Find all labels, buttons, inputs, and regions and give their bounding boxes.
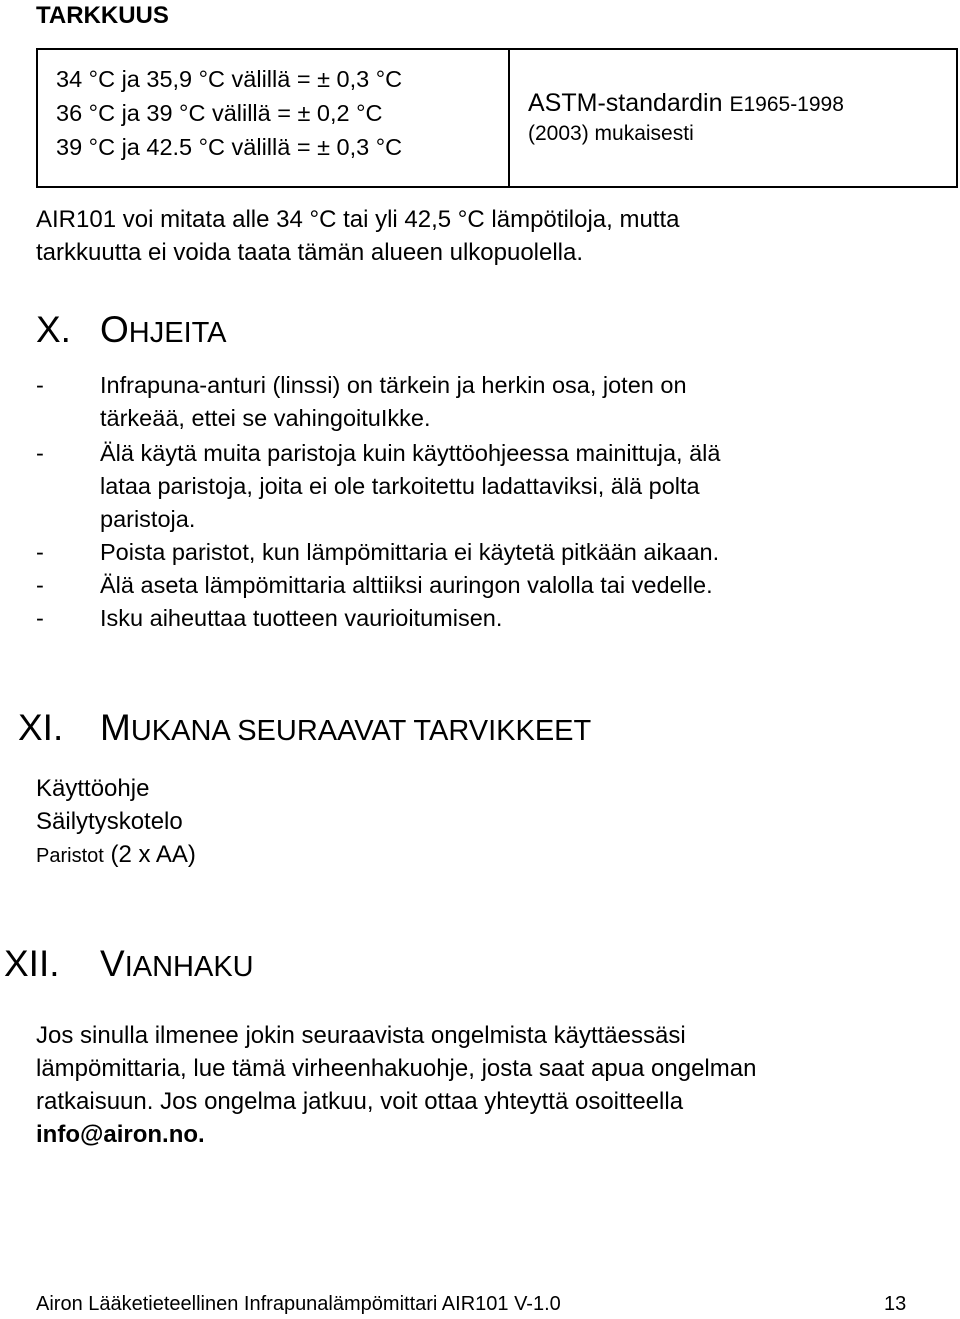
accuracy-range-row: 36 °C ja 39 °C välillä = ± 0,2 °C (56, 100, 383, 126)
section-xi-title-rest: UKANA SEURAAVAT TARVIKKEET (130, 715, 592, 747)
section-xii-title-rest: IANHAKU (124, 951, 254, 983)
section-xii-title-initial: V (100, 943, 125, 984)
section-xi-title-initial: M (100, 707, 131, 748)
troubleshooting-text: Jos sinulla ilmenee jokin seuraavista ongelmista käyttäessäsi (36, 1022, 686, 1049)
list-dash: - (36, 539, 44, 565)
standard-line-1 (528, 88, 956, 120)
list-dash: - (36, 572, 44, 598)
instruction-text: Isku aiheuttaa tuotteen vaurioitumisen. (100, 605, 503, 631)
instruction-text: Infrapuna-anturi (linssi) on tärkein ja herkin osa, joten on (100, 372, 687, 398)
instruction-item (36, 369, 687, 402)
list-dash: - (36, 440, 44, 466)
accuracy-range-row: 34 °C ja 35,9 °C välillä = ± 0,3 °C (56, 66, 403, 92)
instruction-text: Poista paristot, kun lämpömittaria ei käytetä pitkään aikaan. (100, 539, 720, 565)
accuracy-ranges-cell (37, 49, 509, 187)
instruction-text: paristoja. (100, 506, 196, 532)
troubleshooting-text: ratkaisuun. Jos ongelma jatkuu, voit ottaa yhteyttä osoitteella (36, 1088, 684, 1115)
accessory-item-batteries (36, 838, 196, 873)
accuracy-heading: TARKKUUS (36, 2, 169, 29)
list-dash: - (36, 605, 44, 631)
instruction-text: lataa paristoja, joita ei ole tarkoitettu ladattaviksi, älä polta (100, 473, 700, 499)
accuracy-table (36, 48, 958, 188)
accuracy-note-line: tarkkuutta ei voida taata tämän alueen ulkopuolella. (36, 239, 584, 266)
instruction-text: tärkeää, ettei se vahingoituIkke. (100, 405, 431, 431)
instruction-item (36, 536, 719, 569)
instruction-text: Älä aseta lämpömittaria alttiiksi auringon valolla tai vedelle. (100, 572, 713, 598)
section-x-title (100, 309, 227, 351)
accessory-item: Käyttöohje (36, 775, 150, 802)
standard-name: ASTM-standardin (528, 89, 730, 117)
page-number: 13 (884, 1293, 907, 1315)
section-xi-number: XI. (18, 707, 64, 748)
standard-code: E1965-1998 (729, 93, 844, 116)
accuracy-note-line: AIR101 voi mitata alle 34 °C tai yli 42,5 °C lämpötiloja, mutta (36, 206, 680, 233)
instruction-item (36, 437, 720, 470)
batteries-label: Paristot (36, 845, 104, 867)
accuracy-range-row: 39 °C ja 42.5 °C välillä = ± 0,3 °C (56, 134, 403, 160)
section-x-title-initial: O (100, 309, 129, 350)
section-xii-title (100, 943, 254, 985)
section-x-title-rest: HJEITA (128, 317, 227, 349)
instruction-item (36, 602, 502, 635)
list-dash: - (36, 372, 44, 398)
contact-email[interactable]: info@airon.no. (36, 1121, 205, 1148)
troubleshooting-text: lämpömittaria, lue tämä virheenhakuohje, josta saat apua ongelman (36, 1055, 757, 1082)
instruction-text: Älä käytä muita paristoja kuin käyttöohjeessa mainittuja, älä (100, 440, 721, 466)
footer-title: Airon Lääketieteellinen Infrapunalämpömittari AIR101 V-1.0 (36, 1293, 561, 1315)
section-x-number: X. (36, 309, 71, 350)
instruction-item (36, 569, 713, 602)
batteries-quantity: (2 x AA) (110, 841, 196, 868)
accessory-item: Säilytyskotelo (36, 808, 183, 835)
standard-line-2: (2003) mukaisesti (528, 122, 694, 145)
section-xi-title (100, 707, 591, 749)
accuracy-standard-cell (509, 49, 957, 187)
section-xii-number: XII. (4, 943, 60, 984)
